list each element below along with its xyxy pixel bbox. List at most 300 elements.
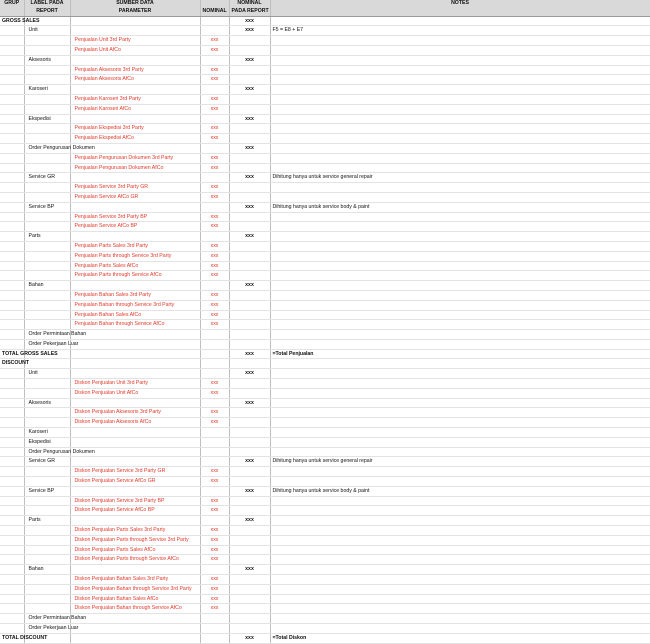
grup-cell[interactable]	[0, 300, 24, 310]
notes-cell[interactable]: =Total Penjualan	[270, 349, 650, 359]
grup-cell[interactable]: TOTAL DISCOUNT	[0, 633, 24, 643]
nominal-pada-report-cell[interactable]	[229, 437, 270, 447]
notes-cell[interactable]: F5 = E8 + E7	[270, 26, 650, 36]
grup-cell[interactable]	[0, 310, 24, 320]
label-cell[interactable]	[24, 241, 70, 251]
notes-cell[interactable]: Dihitung hanya untuk service body & paint	[270, 486, 650, 496]
nominal-pada-report-cell[interactable]	[229, 65, 270, 75]
label-cell[interactable]	[24, 575, 70, 585]
grup-cell[interactable]	[0, 545, 24, 555]
nominal-cell[interactable]	[200, 173, 229, 183]
notes-cell[interactable]	[270, 447, 650, 457]
nominal-cell[interactable]: xxx	[200, 36, 229, 46]
label-cell[interactable]	[24, 496, 70, 506]
notes-cell[interactable]	[270, 467, 650, 477]
nominal-cell[interactable]: xxx	[200, 124, 229, 134]
nominal-pada-report-cell[interactable]	[229, 624, 270, 634]
nominal-cell[interactable]	[200, 202, 229, 212]
label-cell[interactable]	[24, 506, 70, 516]
notes-cell[interactable]	[270, 526, 650, 536]
label-cell[interactable]: Ekspedisi	[24, 114, 70, 124]
nominal-pada-report-cell[interactable]	[229, 134, 270, 144]
nominal-pada-report-cell[interactable]	[229, 183, 270, 193]
notes-cell[interactable]	[270, 604, 650, 614]
label-cell[interactable]: Order Pekerjaan Luar	[24, 624, 70, 634]
nominal-cell[interactable]	[200, 428, 229, 438]
parameter-cell[interactable]	[70, 281, 200, 291]
grup-cell[interactable]	[0, 496, 24, 506]
label-cell[interactable]	[24, 212, 70, 222]
label-cell[interactable]: Order Permintaan Bahan	[24, 330, 70, 340]
grup-cell[interactable]	[0, 339, 24, 349]
label-cell[interactable]: Order Pengurusan Dokumen	[24, 143, 70, 153]
nominal-pada-report-cell[interactable]	[229, 153, 270, 163]
nominal-cell[interactable]: xxx	[200, 163, 229, 173]
notes-cell[interactable]	[270, 545, 650, 555]
notes-cell[interactable]	[270, 398, 650, 408]
notes-cell[interactable]: Dihitung hanya untuk service body & paint	[270, 202, 650, 212]
nominal-pada-report-cell[interactable]: xxx	[229, 486, 270, 496]
parameter-cell[interactable]	[70, 173, 200, 183]
nominal-cell[interactable]: xxx	[200, 320, 229, 330]
nominal-pada-report-cell[interactable]	[229, 320, 270, 330]
notes-cell[interactable]: =Total Diskon	[270, 633, 650, 643]
nominal-pada-report-cell[interactable]	[229, 594, 270, 604]
nominal-cell[interactable]: xxx	[200, 153, 229, 163]
nominal-cell[interactable]: xxx	[200, 65, 229, 75]
label-cell[interactable]	[24, 134, 70, 144]
nominal-cell[interactable]: xxx	[200, 300, 229, 310]
notes-cell[interactable]	[270, 261, 650, 271]
nominal-cell[interactable]: xxx	[200, 594, 229, 604]
notes-cell[interactable]	[270, 212, 650, 222]
nominal-pada-report-cell[interactable]	[229, 545, 270, 555]
grup-cell[interactable]	[0, 614, 24, 624]
grup-cell[interactable]	[0, 281, 24, 291]
notes-cell[interactable]: Dihitung hanya untuk service general repair	[270, 173, 650, 183]
nominal-pada-report-cell[interactable]	[229, 408, 270, 418]
grup-cell[interactable]	[0, 26, 24, 36]
nominal-cell[interactable]: xxx	[200, 183, 229, 193]
label-cell[interactable]: Order Permintaan Bahan	[24, 614, 70, 624]
parameter-cell[interactable]: Penjualan Parts Sales AfCo	[70, 261, 200, 271]
parameter-cell[interactable]	[70, 339, 200, 349]
header-nominal[interactable]: NOMINAL	[200, 0, 229, 16]
nominal-pada-report-cell[interactable]	[229, 290, 270, 300]
label-cell[interactable]	[24, 555, 70, 565]
nominal-cell[interactable]	[200, 457, 229, 467]
nominal-pada-report-cell[interactable]	[229, 535, 270, 545]
nominal-cell[interactable]: xxx	[200, 575, 229, 585]
header-grup[interactable]: GRUP	[0, 0, 24, 16]
label-cell[interactable]	[24, 163, 70, 173]
nominal-pada-report-cell[interactable]	[229, 45, 270, 55]
nominal-pada-report-cell[interactable]: xxx	[229, 202, 270, 212]
grup-cell[interactable]	[0, 192, 24, 202]
grup-cell[interactable]	[0, 134, 24, 144]
label-cell[interactable]	[24, 75, 70, 85]
label-cell[interactable]: Service BP	[24, 486, 70, 496]
label-cell[interactable]	[24, 584, 70, 594]
nominal-cell[interactable]	[200, 624, 229, 634]
notes-cell[interactable]	[270, 45, 650, 55]
parameter-cell[interactable]: Diskon Penjualan Parts Sales 3rd Party	[70, 526, 200, 536]
parameter-cell[interactable]: Diskon Penjualan Bahan Sales 3rd Party	[70, 575, 200, 585]
parameter-cell[interactable]	[70, 457, 200, 467]
nominal-pada-report-cell[interactable]: xxx	[229, 55, 270, 65]
nominal-cell[interactable]: xxx	[200, 75, 229, 85]
nominal-pada-report-cell[interactable]	[229, 506, 270, 516]
nominal-pada-report-cell[interactable]	[229, 330, 270, 340]
grup-cell[interactable]	[0, 379, 24, 389]
nominal-pada-report-cell[interactable]: xxx	[229, 349, 270, 359]
label-cell[interactable]	[24, 594, 70, 604]
grup-cell[interactable]	[0, 594, 24, 604]
nominal-cell[interactable]	[200, 143, 229, 153]
notes-cell[interactable]	[270, 624, 650, 634]
nominal-cell[interactable]: xxx	[200, 45, 229, 55]
notes-cell[interactable]	[270, 75, 650, 85]
label-cell[interactable]	[24, 545, 70, 555]
grup-cell[interactable]	[0, 555, 24, 565]
parameter-cell[interactable]: Diskon Penjualan Parts Sales AfCo	[70, 545, 200, 555]
nominal-pada-report-cell[interactable]	[229, 555, 270, 565]
parameter-cell[interactable]: Diskon Penjualan Service 3rd Party BP	[70, 496, 200, 506]
parameter-cell[interactable]: Diskon Penjualan Parts through Service 3rd Party	[70, 535, 200, 545]
notes-cell[interactable]	[270, 251, 650, 261]
nominal-cell[interactable]	[200, 369, 229, 379]
nominal-cell[interactable]: xxx	[200, 241, 229, 251]
label-cell[interactable]	[24, 290, 70, 300]
nominal-cell[interactable]: xxx	[200, 290, 229, 300]
parameter-cell[interactable]	[70, 349, 200, 359]
nominal-pada-report-cell[interactable]: xxx	[229, 173, 270, 183]
label-cell[interactable]	[24, 45, 70, 55]
parameter-cell[interactable]	[70, 55, 200, 65]
parameter-cell[interactable]	[70, 16, 200, 26]
notes-cell[interactable]	[270, 320, 650, 330]
nominal-pada-report-cell[interactable]	[229, 584, 270, 594]
label-cell[interactable]	[24, 526, 70, 536]
label-cell[interactable]	[24, 310, 70, 320]
label-cell[interactable]: Unit	[24, 369, 70, 379]
label-cell[interactable]	[24, 104, 70, 114]
nominal-pada-report-cell[interactable]: xxx	[229, 398, 270, 408]
parameter-cell[interactable]: Penjualan Aksesoris 3rd Party	[70, 65, 200, 75]
nominal-cell[interactable]	[200, 339, 229, 349]
grup-cell[interactable]	[0, 408, 24, 418]
grup-cell[interactable]	[0, 173, 24, 183]
parameter-cell[interactable]: Penjualan Parts through Service 3rd Party	[70, 251, 200, 261]
parameter-cell[interactable]: Diskon Penjualan Bahan through Service AfCo	[70, 604, 200, 614]
nominal-pada-report-cell[interactable]: xxx	[229, 516, 270, 526]
parameter-cell[interactable]: Penjualan Karoseri AfCo	[70, 104, 200, 114]
label-cell[interactable]	[24, 408, 70, 418]
grup-cell[interactable]	[0, 202, 24, 212]
grup-cell[interactable]	[0, 584, 24, 594]
label-cell[interactable]: Service GR	[24, 457, 70, 467]
parameter-cell[interactable]: Diskon Penjualan Service AfCo BP	[70, 506, 200, 516]
nominal-cell[interactable]: xxx	[200, 604, 229, 614]
parameter-cell[interactable]	[70, 398, 200, 408]
label-cell[interactable]	[24, 153, 70, 163]
notes-cell[interactable]	[270, 281, 650, 291]
grup-cell[interactable]	[0, 486, 24, 496]
nominal-cell[interactable]: xxx	[200, 535, 229, 545]
label-cell[interactable]: Aksesoris	[24, 398, 70, 408]
grup-cell[interactable]	[0, 290, 24, 300]
parameter-cell[interactable]: Penjualan Aksesoris AfCo	[70, 75, 200, 85]
notes-cell[interactable]	[270, 565, 650, 575]
parameter-cell[interactable]: Penjualan Service AfCo BP	[70, 222, 200, 232]
label-cell[interactable]	[24, 388, 70, 398]
nominal-cell[interactable]	[200, 516, 229, 526]
nominal-cell[interactable]	[200, 55, 229, 65]
header-nominal-pada-report[interactable]: NOMINAL PADA REPORT	[229, 0, 270, 16]
label-cell[interactable]	[24, 36, 70, 46]
notes-cell[interactable]	[270, 85, 650, 95]
grup-cell[interactable]	[0, 447, 24, 457]
nominal-pada-report-cell[interactable]: xxx	[229, 26, 270, 36]
notes-cell[interactable]	[270, 310, 650, 320]
notes-cell[interactable]	[270, 516, 650, 526]
nominal-cell[interactable]: xxx	[200, 477, 229, 487]
parameter-cell[interactable]	[70, 330, 200, 340]
grup-cell[interactable]	[0, 183, 24, 193]
parameter-cell[interactable]: Diskon Penjualan Aksesoris AfCo	[70, 418, 200, 428]
parameter-cell[interactable]	[70, 202, 200, 212]
nominal-pada-report-cell[interactable]	[229, 300, 270, 310]
label-cell[interactable]	[24, 467, 70, 477]
grup-cell[interactable]	[0, 143, 24, 153]
nominal-cell[interactable]: xxx	[200, 379, 229, 389]
nominal-cell[interactable]: xxx	[200, 496, 229, 506]
label-cell[interactable]	[24, 222, 70, 232]
grup-cell[interactable]	[0, 45, 24, 55]
parameter-cell[interactable]: Penjualan Service 3rd Party GR	[70, 183, 200, 193]
notes-cell[interactable]	[270, 36, 650, 46]
nominal-pada-report-cell[interactable]: xxx	[229, 232, 270, 242]
label-cell[interactable]: Order Pengurusan Dokumen	[24, 447, 70, 457]
nominal-pada-report-cell[interactable]	[229, 94, 270, 104]
nominal-pada-report-cell[interactable]	[229, 477, 270, 487]
label-cell[interactable]	[24, 535, 70, 545]
notes-cell[interactable]	[270, 192, 650, 202]
parameter-cell[interactable]: Penjualan Unit 3rd Party	[70, 36, 200, 46]
nominal-pada-report-cell[interactable]	[229, 163, 270, 173]
nominal-cell[interactable]: xxx	[200, 467, 229, 477]
nominal-pada-report-cell[interactable]	[229, 604, 270, 614]
label-cell[interactable]	[24, 65, 70, 75]
label-cell[interactable]: Service BP	[24, 202, 70, 212]
nominal-cell[interactable]: xxx	[200, 310, 229, 320]
notes-cell[interactable]	[270, 594, 650, 604]
grup-cell[interactable]	[0, 241, 24, 251]
nominal-pada-report-cell[interactable]	[229, 339, 270, 349]
label-cell[interactable]: Service GR	[24, 173, 70, 183]
grup-cell[interactable]	[0, 36, 24, 46]
label-cell[interactable]: Bahan	[24, 565, 70, 575]
nominal-cell[interactable]: xxx	[200, 271, 229, 281]
label-cell[interactable]	[24, 320, 70, 330]
nominal-pada-report-cell[interactable]	[229, 575, 270, 585]
nominal-pada-report-cell[interactable]	[229, 428, 270, 438]
parameter-cell[interactable]	[70, 369, 200, 379]
parameter-cell[interactable]	[70, 516, 200, 526]
notes-cell[interactable]	[270, 408, 650, 418]
nominal-pada-report-cell[interactable]	[229, 222, 270, 232]
nominal-cell[interactable]	[200, 447, 229, 457]
notes-cell[interactable]	[270, 614, 650, 624]
label-cell[interactable]	[24, 261, 70, 271]
nominal-pada-report-cell[interactable]	[229, 379, 270, 389]
grup-cell[interactable]	[0, 212, 24, 222]
nominal-pada-report-cell[interactable]: xxx	[229, 457, 270, 467]
nominal-cell[interactable]	[200, 486, 229, 496]
nominal-cell[interactable]	[200, 633, 229, 643]
parameter-cell[interactable]: Diskon Penjualan Bahan through Service 3rd Party	[70, 584, 200, 594]
label-cell[interactable]	[24, 124, 70, 134]
parameter-cell[interactable]: Penjualan Service 3rd Party BP	[70, 212, 200, 222]
nominal-pada-report-cell[interactable]: xxx	[229, 16, 270, 26]
label-cell[interactable]	[24, 94, 70, 104]
grup-cell[interactable]	[0, 55, 24, 65]
nominal-pada-report-cell[interactable]	[229, 496, 270, 506]
notes-cell[interactable]	[270, 339, 650, 349]
notes-cell[interactable]	[270, 379, 650, 389]
grup-cell[interactable]	[0, 251, 24, 261]
grup-cell[interactable]	[0, 457, 24, 467]
nominal-pada-report-cell[interactable]	[229, 359, 270, 369]
header-label-pada-report[interactable]: LABEL PADA REPORT	[24, 0, 70, 16]
notes-cell[interactable]	[270, 535, 650, 545]
notes-cell[interactable]	[270, 477, 650, 487]
nominal-pada-report-cell[interactable]: xxx	[229, 85, 270, 95]
notes-cell[interactable]	[270, 369, 650, 379]
nominal-cell[interactable]: xxx	[200, 418, 229, 428]
grup-cell[interactable]	[0, 428, 24, 438]
nominal-pada-report-cell[interactable]	[229, 192, 270, 202]
grup-cell[interactable]	[0, 320, 24, 330]
parameter-cell[interactable]: Penjualan Pengurusan Dokumen 3rd Party	[70, 153, 200, 163]
nominal-cell[interactable]: xxx	[200, 408, 229, 418]
label-cell[interactable]: Aksesoris	[24, 55, 70, 65]
grup-cell[interactable]	[0, 222, 24, 232]
grup-cell[interactable]	[0, 575, 24, 585]
parameter-cell[interactable]: Penjualan Bahan Sales 3rd Party	[70, 290, 200, 300]
grup-cell[interactable]	[0, 271, 24, 281]
nominal-cell[interactable]	[200, 565, 229, 575]
notes-cell[interactable]	[270, 437, 650, 447]
nominal-cell[interactable]	[200, 26, 229, 36]
notes-cell[interactable]	[270, 55, 650, 65]
nominal-cell[interactable]	[200, 398, 229, 408]
notes-cell[interactable]	[270, 104, 650, 114]
nominal-pada-report-cell[interactable]	[229, 418, 270, 428]
grup-cell[interactable]	[0, 94, 24, 104]
nominal-cell[interactable]	[200, 349, 229, 359]
nominal-cell[interactable]: xxx	[200, 555, 229, 565]
nominal-cell[interactable]: xxx	[200, 94, 229, 104]
nominal-cell[interactable]: xxx	[200, 251, 229, 261]
notes-cell[interactable]: Dihitung hanya untuk service general repair	[270, 457, 650, 467]
grup-cell[interactable]	[0, 330, 24, 340]
nominal-cell[interactable]: xxx	[200, 134, 229, 144]
nominal-cell[interactable]: xxx	[200, 222, 229, 232]
notes-cell[interactable]	[270, 575, 650, 585]
parameter-cell[interactable]: Diskon Penjualan Aksesoris 3rd Party	[70, 408, 200, 418]
notes-cell[interactable]	[270, 506, 650, 516]
nominal-cell[interactable]: xxx	[200, 545, 229, 555]
parameter-cell[interactable]	[70, 232, 200, 242]
parameter-cell[interactable]	[70, 633, 200, 643]
nominal-pada-report-cell[interactable]	[229, 467, 270, 477]
nominal-cell[interactable]: xxx	[200, 584, 229, 594]
parameter-cell[interactable]: Penjualan Bahan Sales AfCo	[70, 310, 200, 320]
nominal-pada-report-cell[interactable]: xxx	[229, 281, 270, 291]
parameter-cell[interactable]: Diskon Penjualan Service 3rd Party GR	[70, 467, 200, 477]
nominal-pada-report-cell[interactable]	[229, 271, 270, 281]
nominal-pada-report-cell[interactable]	[229, 75, 270, 85]
grup-cell[interactable]	[0, 232, 24, 242]
nominal-pada-report-cell[interactable]	[229, 212, 270, 222]
grup-cell[interactable]	[0, 565, 24, 575]
grup-cell[interactable]	[0, 418, 24, 428]
grup-cell[interactable]	[0, 163, 24, 173]
notes-cell[interactable]	[270, 134, 650, 144]
label-cell[interactable]	[24, 418, 70, 428]
parameter-cell[interactable]	[70, 624, 200, 634]
parameter-cell[interactable]: Diskon Penjualan Unit 3rd Party	[70, 379, 200, 389]
label-cell[interactable]	[24, 477, 70, 487]
parameter-cell[interactable]: Diskon Penjualan Bahan Sales AfCo	[70, 594, 200, 604]
label-cell[interactable]	[24, 359, 70, 369]
label-cell[interactable]	[24, 300, 70, 310]
grup-cell[interactable]	[0, 388, 24, 398]
nominal-pada-report-cell[interactable]	[229, 241, 270, 251]
notes-cell[interactable]	[270, 114, 650, 124]
label-cell[interactable]	[24, 183, 70, 193]
nominal-cell[interactable]: xxx	[200, 388, 229, 398]
label-cell[interactable]	[24, 604, 70, 614]
label-cell[interactable]	[24, 192, 70, 202]
parameter-cell[interactable]: Penjualan Bahan through Service 3rd Party	[70, 300, 200, 310]
parameter-cell[interactable]	[70, 486, 200, 496]
parameter-cell[interactable]: Penjualan Bahan through Service AfCo	[70, 320, 200, 330]
grup-cell[interactable]	[0, 604, 24, 614]
grup-cell[interactable]	[0, 506, 24, 516]
nominal-pada-report-cell[interactable]: xxx	[229, 369, 270, 379]
parameter-cell[interactable]: Diskon Penjualan Parts through Service AfCo	[70, 555, 200, 565]
nominal-pada-report-cell[interactable]	[229, 526, 270, 536]
grup-cell[interactable]	[0, 65, 24, 75]
notes-cell[interactable]	[270, 428, 650, 438]
label-cell[interactable]: Order Pekerjaan Luar	[24, 339, 70, 349]
header-sumber-data-parameter[interactable]: SUMBER DATA PARAMETER	[70, 0, 200, 16]
nominal-cell[interactable]: xxx	[200, 506, 229, 516]
nominal-pada-report-cell[interactable]	[229, 388, 270, 398]
label-cell[interactable]: Parts	[24, 516, 70, 526]
label-cell[interactable]: Karoseri	[24, 428, 70, 438]
nominal-cell[interactable]	[200, 85, 229, 95]
parameter-cell[interactable]: Penjualan Parts Sales 3rd Party	[70, 241, 200, 251]
grup-cell[interactable]	[0, 477, 24, 487]
grup-cell[interactable]	[0, 104, 24, 114]
label-cell[interactable]	[24, 271, 70, 281]
grup-cell[interactable]	[0, 535, 24, 545]
notes-cell[interactable]	[270, 94, 650, 104]
notes-cell[interactable]	[270, 183, 650, 193]
